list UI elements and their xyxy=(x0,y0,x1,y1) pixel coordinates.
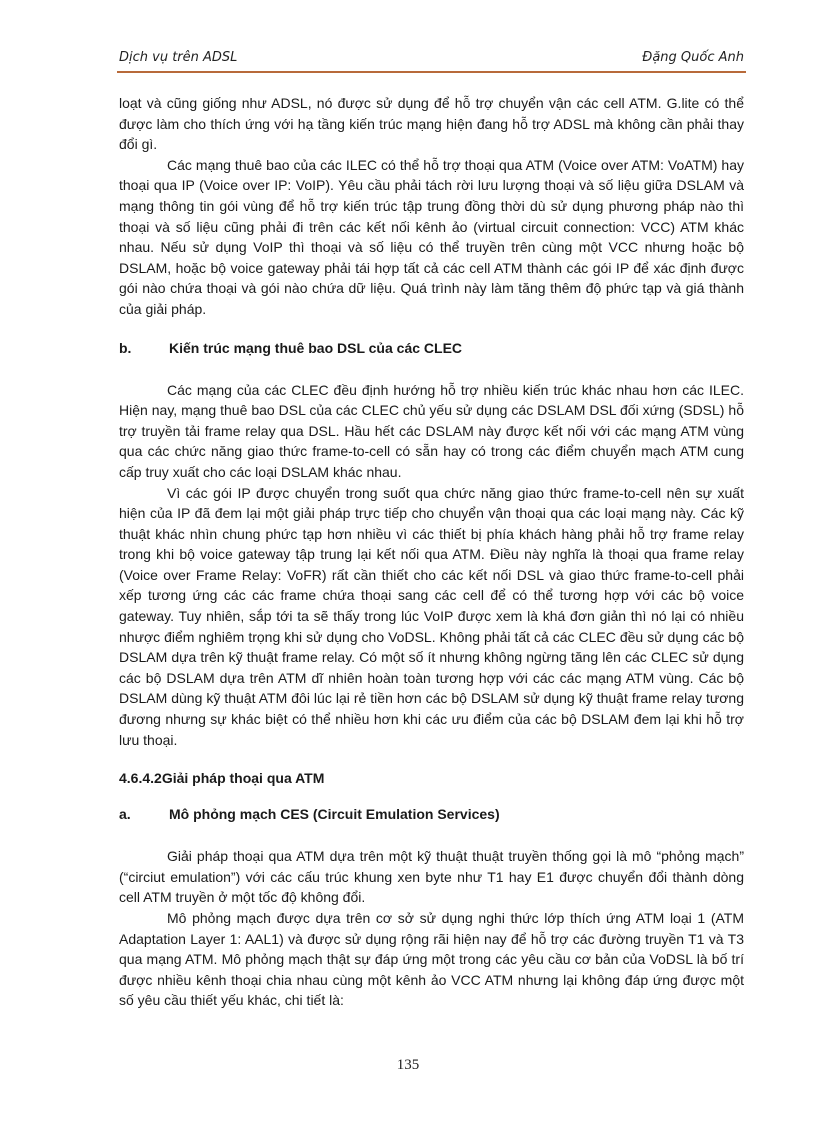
paragraph-4: Vì các gói IP được chuyển trong suốt qua chức năng giao thức frame-to-cell nên sự xuất hiện của IP đã đem lại một giải pháp trực tiếp cho chuyển vận thoại qua các loại mạng này. Các kỹ thuật khác nhìn chung phức tạp hơn nhiều vì các thiết bị phía khách hàng phải hỗ trợ frame relay trong khi bộ voice gateway tập trung lại kết nối qua ATM. Điều này nghĩa là thoại qua frame relay (Voice over Frame Relay: VoFR) rất cần thiết cho các kết nối DSL và giao thức frame-to-cell phải xếp tương ứng các các frame chứa thoại sang các cell để có thể tương hợp với các bộ voice gateway. Tuy nhiên, sắp tới ta sẽ thấy trong lúc VoIP được xem là khá đơn giản thì nó lại có nhiều nhược điểm nghiêm trọng khi sử dụng cho VoDSL. Không phải tất cả các CLEC đều sử dụng các bộ DSLAM dựa trên kỹ thuật frame relay. Có một số ít nhưng không ngừng tăng lên các CLEC sử dụng các bộ DSLAM dựa trên ATM dĩ nhiên hoàn toàn tương hợp với các các mạng ATM vùng. Các bộ DSLAM dùng kỹ thuật ATM đôi lúc lại rẻ tiền hơn các bộ DSLAM sử dụng kỹ thuật frame relay tương đương nhưng sự khác biệt có thể nhiều hơn khi các ưu điểm của các bộ DSLAM đem lại khi hỗ trợ lưu thoại. xyxy=(119,484,744,748)
page-number: 135 xyxy=(396,1057,420,1073)
heading-section xyxy=(119,768,744,788)
paragraph-2: Các mạng thuê bao của các ILEC có thể hỗ trợ thoại qua ATM (Voice over ATM: VoATM) hay thoại qua IP (Voice over IP: VoIP). Yêu cầu phải tách rời lưu lượng thoại và số liệu giữa DSLAM và mạng thông tin gói vùng để hỗ trợ kiến trúc tập trung đồng thời dù sử dụng phương pháp nào thì thoại và số liệu cũng phải đi trên các kết nối kênh ảo (virtual circuit connection: VCC) ATM khác nhau. Nếu sử dụng VoIP thì thoại và số liệu có thể truyền trên cùng một VCC nhưng hoặc bộ DSLAM, hoặc bộ voice gateway phải tái hợp tất cả các cell ATM thành các gói IP để xác định được gói nào chứa thoại và gói nào chứa dữ liệu. Quá trình này làm tăng thêm độ phức tạp và giá thành của giải pháp. xyxy=(119,156,744,317)
heading-b-number: b. xyxy=(119,339,132,356)
paragraph-5: Giải pháp thoại qua ATM dựa trên một kỹ thuật thuật truyền thống gọi là mô “phỏng mạch” (“circiut emulation”) với các cấu trúc khung xen byte như T1 hay E1 được chuyển đổi thành dòng cell ATM truyền ở một tốc độ không đổi. xyxy=(119,848,744,906)
heading-section-number: 4.6.4.2 xyxy=(119,770,162,787)
paragraph-3: Các mạng của các CLEC đều định hướng hỗ trợ nhiều kiến trúc khác nhau hơn các ILEC. Hiện nay, mạng thuê bao DSL của các CLEC chủ yếu sử dụng các DSLAM DSL đối xứng (SDSL) hỗ trợ truyền tải frame relay qua DSL. Hầu hết các DSLAM này được kết nối với các mạng ATM vùng qua các chức năng giao thức frame-to-cell có sẵn hay có trong các điểm chuyển mạch ATM cung cấp truy xuất cho các loại DSLAM khác nhau. xyxy=(119,381,744,480)
header-author: Đặng Quốc Anh xyxy=(642,50,744,65)
header-rule xyxy=(117,71,746,73)
page-body xyxy=(119,93,744,1011)
heading-a-number: a. xyxy=(119,806,131,823)
paragraph-6: Mô phỏng mạch được dựa trên cơ sở sử dụng nghi thức lớp thích ứng ATM loại 1 (ATM Adaptation Layer 1: AAL1) và được sử dụng rộng rãi hiện nay để hỗ trợ các đường truyền T1 và T3 qua mạng ATM. Mô phỏng mạch thật sự đáp ứng một trong các yêu cầu cơ bản của VoDSL là bố trí được nhiều kênh thoại chia nhau cùng một kênh ảo VCC ATM nhưng lại không đáp ứng được một số yêu cầu thiết yếu khác, chi tiết là: xyxy=(119,910,744,1009)
heading-a-title: Mô phỏng mạch CES (Circuit Emulation Services) xyxy=(169,806,500,823)
header-title: Dịch vụ trên ADSL xyxy=(119,50,238,65)
heading-b xyxy=(119,338,744,358)
heading-b-title: Kiến trúc mạng thuê bao DSL của các CLEC xyxy=(169,339,463,356)
heading-section-title: Giải pháp thoại qua ATM xyxy=(161,770,325,787)
paragraph-1: loạt và cũng giống như ADSL, nó được sử dụng để hỗ trợ chuyển vận các cell ATM. G.lite có thể được làm cho thích ứng với hạ tầng kiến trúc mạng hiện đang hỗ trợ ADSL mà không cần phải thay đổi gì. xyxy=(119,95,744,153)
page-header xyxy=(119,50,744,70)
heading-a xyxy=(119,804,744,824)
